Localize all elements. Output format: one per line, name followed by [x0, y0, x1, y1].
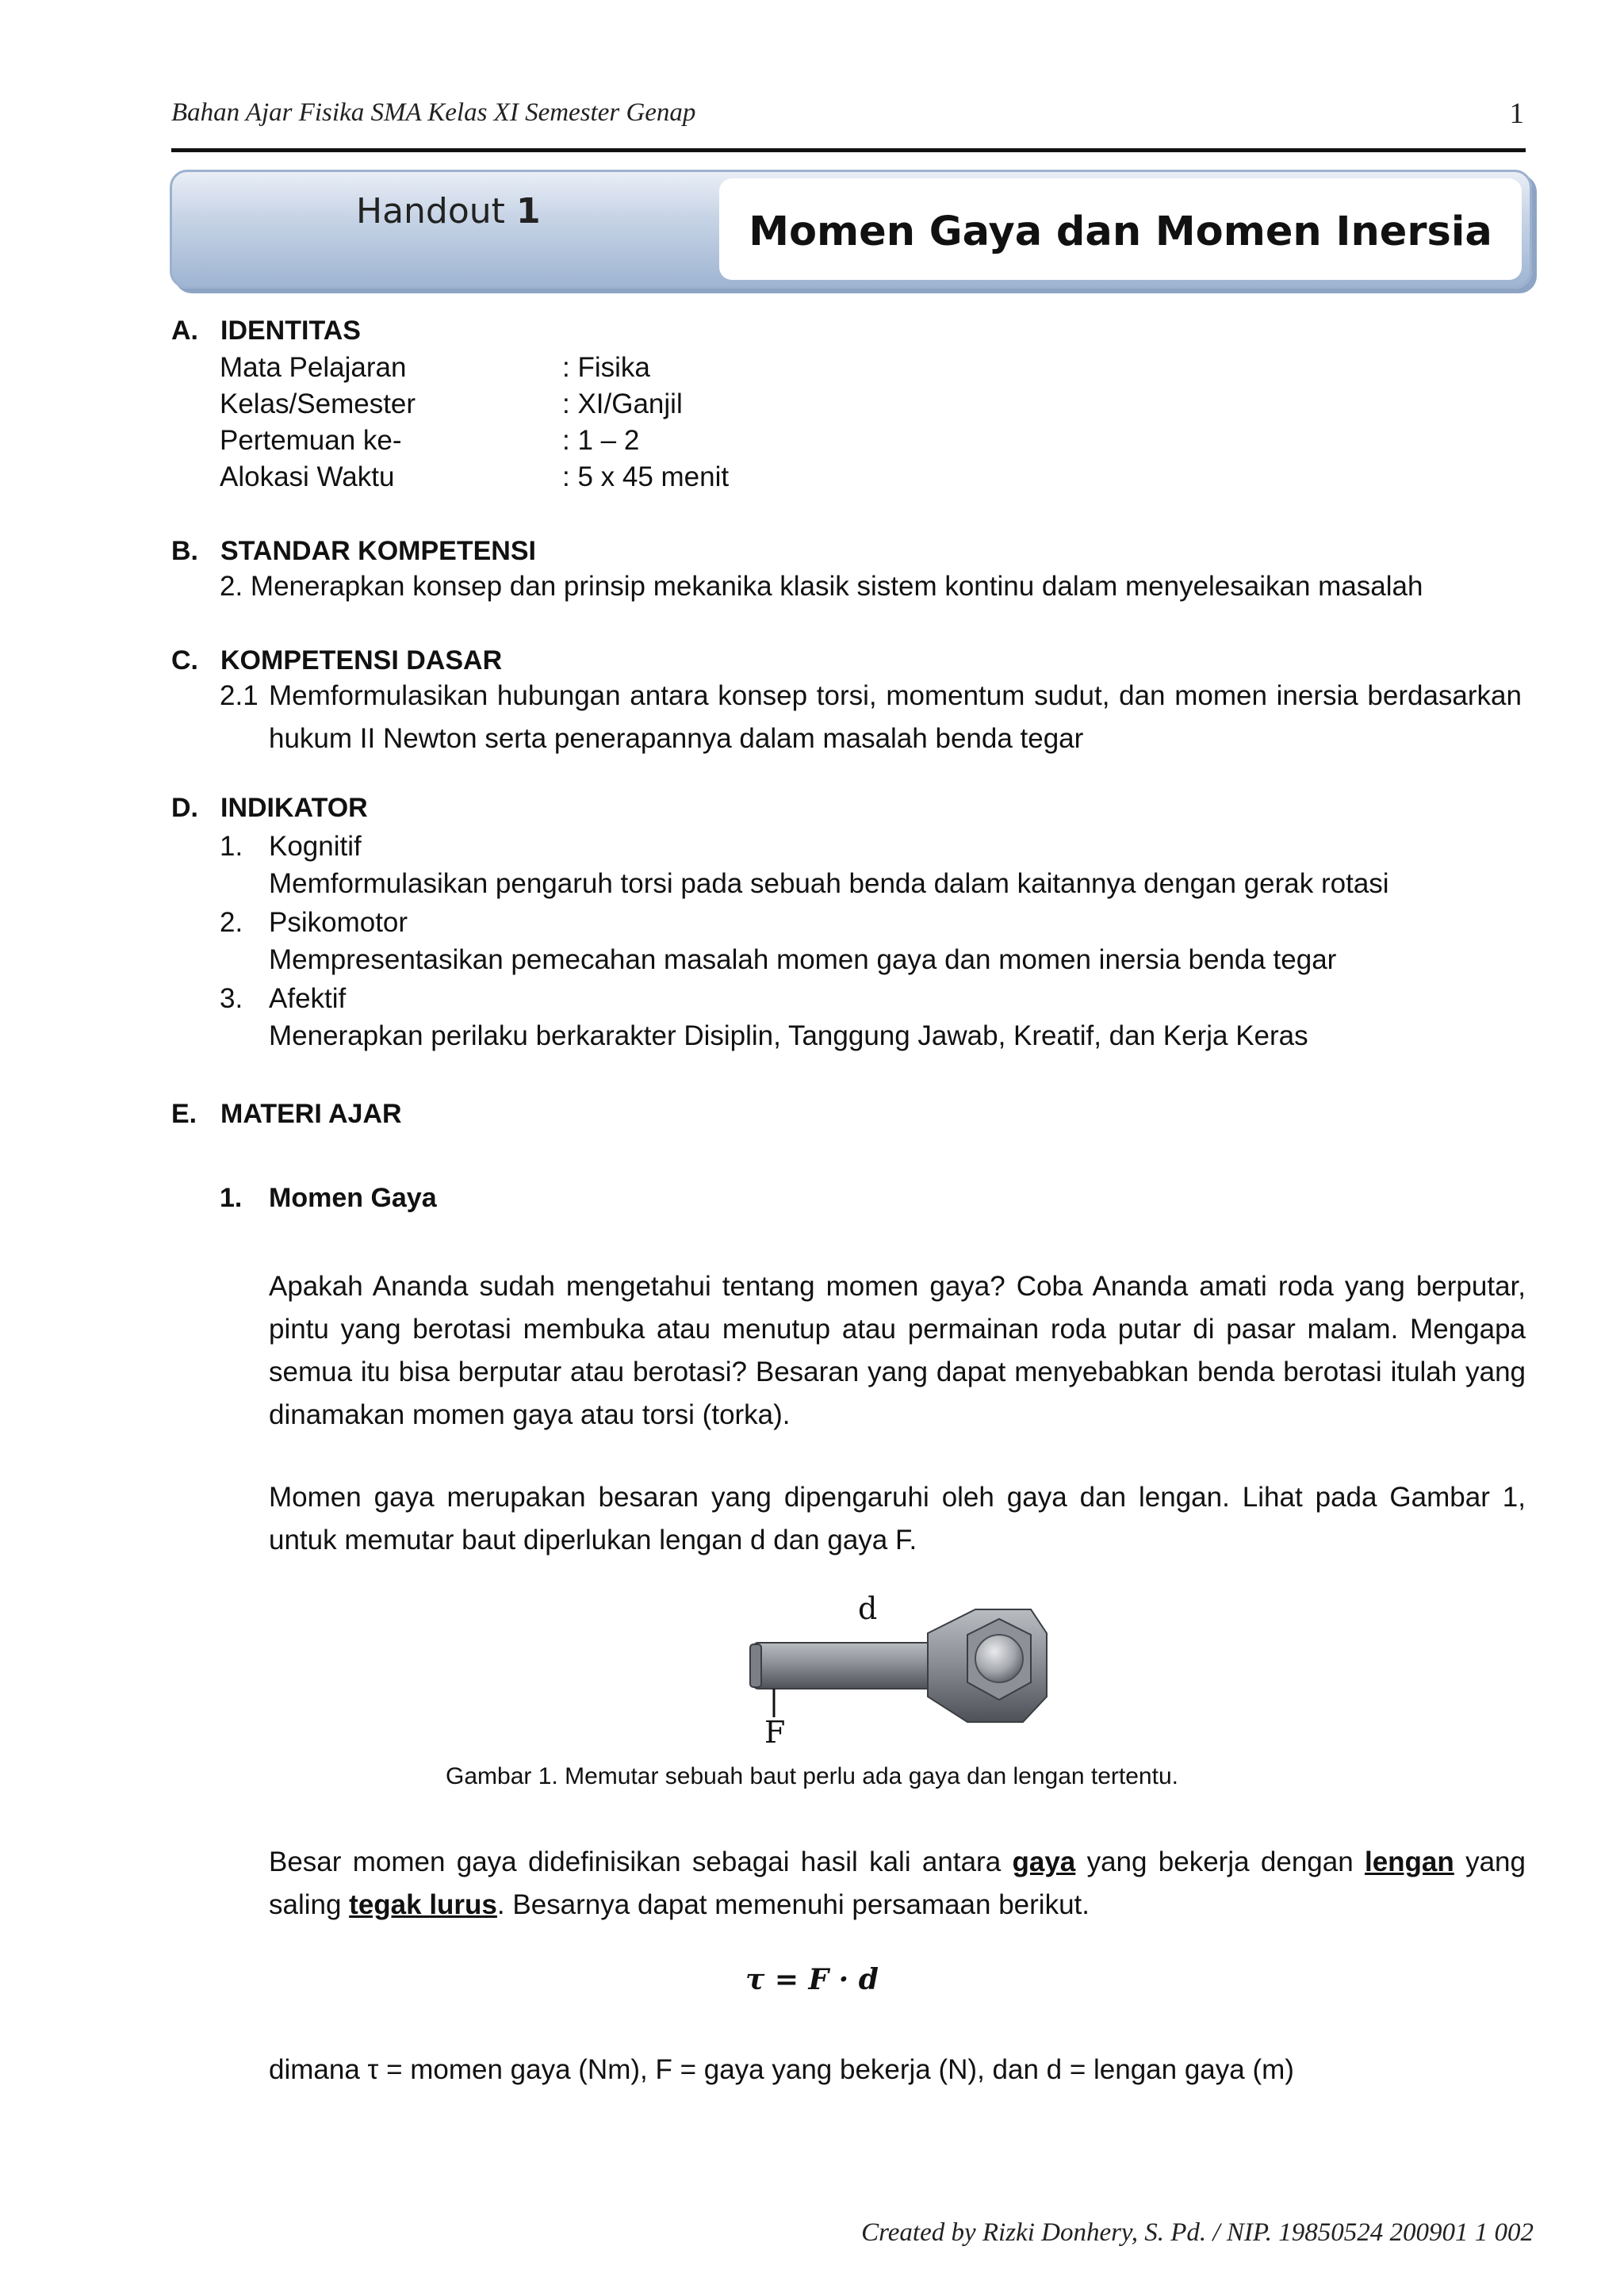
- text-span: Besar momen gaya didefinisikan sebagai hasil kali antara: [269, 1846, 1013, 1877]
- section-title: KOMPETENSI DASAR: [220, 645, 503, 675]
- identity-value: : Fisika: [562, 352, 650, 383]
- torque-formula: τ = F · d: [745, 1963, 879, 1996]
- wrench-figure: [737, 1586, 1063, 1744]
- section-title: MATERI AJAR: [220, 1099, 402, 1129]
- subsection-heading: [220, 1183, 437, 1214]
- section-letter: E.: [171, 1099, 197, 1129]
- text-span: yang bekerja dengan: [1075, 1846, 1365, 1877]
- paragraph-definition-intro: Momen gaya merupakan besaran yang dipengaruhi oleh gaya dan lengan. Lihat pada Gambar 1, untuk memutar baut diperlukan lengan d dan gaya F.: [269, 1482, 1526, 1556]
- handout-number: 1: [515, 191, 541, 232]
- indicator-description: Mempresentasikan pemecahan masalah momen gaya dan momen inersia benda tegar: [269, 944, 1337, 975]
- indicator-number: 3.: [220, 983, 243, 1014]
- keyword-lengan: lengan: [1364, 1846, 1454, 1877]
- identity-row: [220, 425, 639, 457]
- section-letter: B.: [171, 536, 198, 566]
- standard-competency-text: 2. Menerapkan konsep dan prinsip mekanika klasik sistem kontinu dalam menyelesaikan masalah: [220, 571, 1423, 602]
- handout-word: Handout: [356, 191, 505, 232]
- indicator-title: Kognitif: [269, 831, 362, 862]
- section-letter: A.: [171, 316, 198, 346]
- indicator-description: Menerapkan perilaku berkarakter Disiplin, Tanggung Jawab, Kreatif, dan Kerja Keras: [269, 1020, 1308, 1051]
- text-span: yang saling: [269, 1846, 1526, 1920]
- subsection-title: Momen Gaya: [269, 1183, 437, 1213]
- paragraph-intro: Apakah Ananda sudah mengetahui tentang momen gaya? Coba Ananda amati roda yang berputar, pintu yang berotasi membuka atau menutup atau permainan roda putar di pasar malam. Mengapa semua itu bisa berputar atau berotasi? Besaran yang dapat menyebabkan benda berotasi itulah yang dinamakan momen gaya atau torsi (torka).: [269, 1271, 1526, 1430]
- indicator-title: Psikomotor: [269, 907, 408, 938]
- running-header: Bahan Ajar Fisika SMA Kelas XI Semester Genap: [171, 98, 696, 127]
- label-d: d: [858, 1591, 878, 1626]
- identity-key: Kelas/Semester: [220, 388, 416, 419]
- section-letter: C.: [171, 645, 198, 675]
- identity-value: : 5 x 45 menit: [562, 461, 730, 492]
- identity-row: [220, 388, 683, 420]
- section-b-heading: [171, 536, 536, 567]
- section-title: STANDAR KOMPETENSI: [220, 536, 536, 566]
- keyword-tegak-lurus: tegak lurus: [349, 1889, 497, 1920]
- section-e-heading: [171, 1099, 402, 1130]
- paragraph-torque-definition: [269, 1841, 1526, 1927]
- identity-value: : XI/Ganjil: [562, 388, 683, 419]
- section-d-heading: [171, 793, 368, 824]
- keyword-gaya: gaya: [1012, 1846, 1076, 1877]
- indicator-number: 1.: [220, 831, 243, 862]
- indicator-description: Memformulasikan pengaruh torsi pada sebuah benda dalam kaitannya dengan gerak rotasi: [269, 868, 1389, 899]
- section-letter: D.: [171, 793, 198, 823]
- page-title: Momen Gaya dan Momen Inersia: [749, 209, 1492, 255]
- identity-key: Pertemuan ke-: [220, 425, 402, 456]
- competency-number: 2.1: [220, 680, 259, 711]
- indicator-number: 2.: [220, 907, 243, 938]
- handout-banner: [170, 170, 1532, 289]
- header-divider: [171, 148, 1526, 152]
- competency-text-line2: hukum II Newton serta penerapannya dalam masalah benda tegar: [269, 723, 1084, 754]
- text-span: . Besarnya dapat memenuhi persamaan berikut.: [496, 1889, 1090, 1920]
- identity-row: [220, 461, 729, 493]
- banner-title-box: [719, 178, 1522, 280]
- section-title: IDENTITAS: [220, 316, 361, 346]
- indicator-title: Afektif: [269, 983, 347, 1014]
- figure-caption: Gambar 1. Memutar sebuah baut perlu ada gaya dan lengan tertentu.: [446, 1763, 1178, 1789]
- subsection-number: 1.: [220, 1183, 243, 1213]
- identity-row: [220, 352, 650, 384]
- page-number: 1: [1509, 98, 1524, 130]
- footer-credit: Created by Rizki Donhery, S. Pd. / NIP. 19850524 200901 1 002: [861, 2218, 1534, 2247]
- competency-text-line1: Memformulasikan hubungan antara konsep torsi, momentum sudut, dan momen inersia berdasarkan: [269, 680, 1522, 711]
- variable-definitions: dimana τ = momen gaya (Nm), F = gaya yang bekerja (N), dan d = lengan gaya (m): [269, 2054, 1294, 2085]
- label-f: F: [764, 1715, 786, 1744]
- wrench-icon: [737, 1586, 1063, 1744]
- identity-value: : 1 – 2: [562, 425, 640, 456]
- section-title: INDIKATOR: [220, 793, 368, 823]
- section-a-heading: [171, 316, 361, 346]
- handout-label: [356, 191, 673, 232]
- basic-competency-line1: [220, 680, 1536, 712]
- identity-key: Alokasi Waktu: [220, 461, 395, 492]
- section-c-heading: [171, 645, 502, 676]
- identity-key: Mata Pelajaran: [220, 352, 407, 383]
